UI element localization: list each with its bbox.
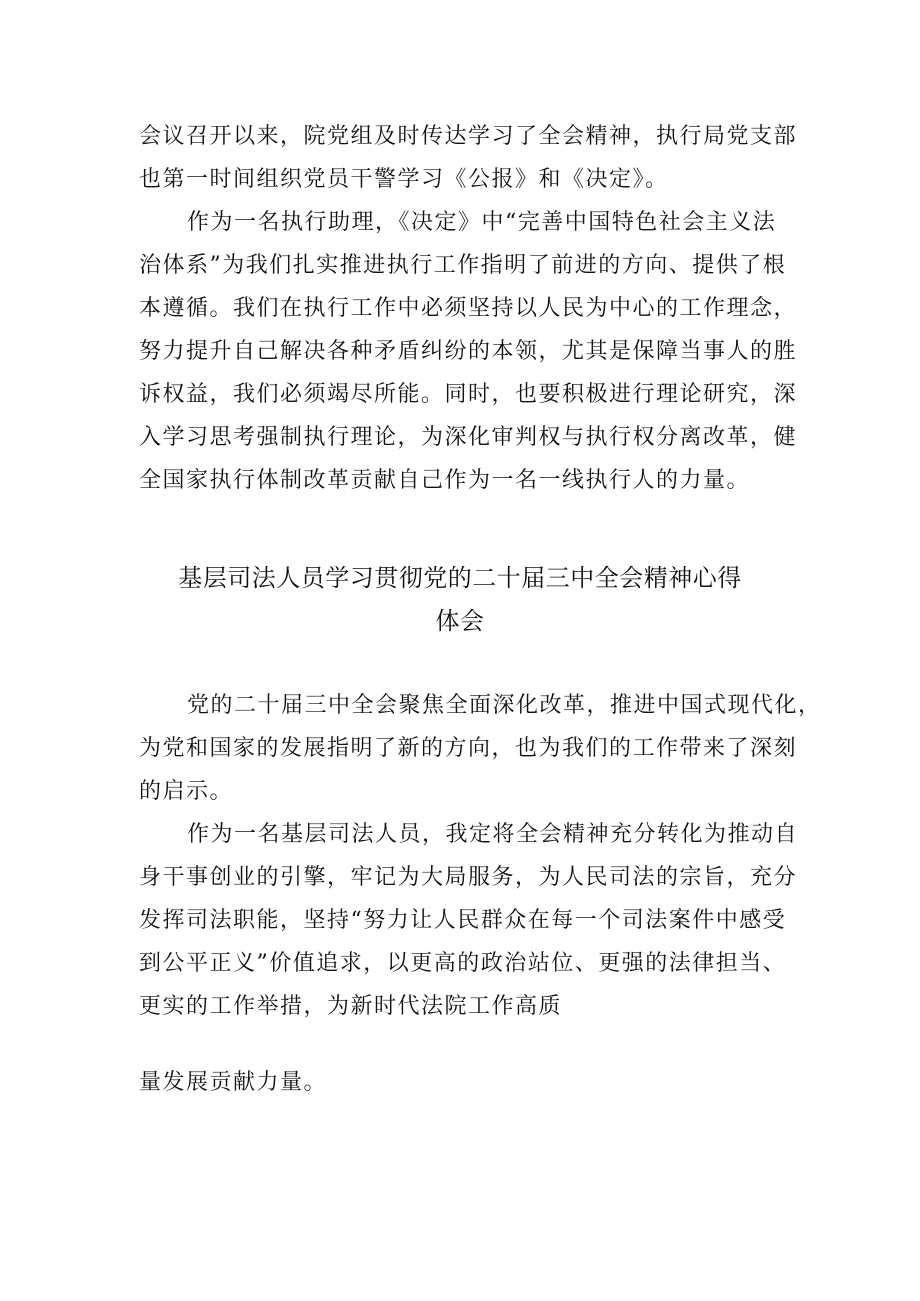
paragraph-line: 身干事创业的引擎，牢记为大局服务，为人民司法的宗旨，充分: [139, 865, 798, 890]
article-title-continued: 体会: [435, 607, 485, 635]
paragraph-line: 诉权益，我们必须竭尽所能。同时，也要积极进行理论研究，深: [139, 382, 798, 407]
paragraph-line: 入学习思考强制执行理论，为深化审判权与执行权分离改革，健: [139, 425, 798, 450]
paragraph-line: 更实的工作举措，为新时代法院工作高质: [139, 994, 563, 1019]
paragraph-line-continuation: 量发展贡献力量。: [139, 1070, 328, 1095]
paragraph-line: 也第一时间组织党员干警学习《公报》和《决定》。: [139, 167, 669, 192]
paragraph-line: 发挥司法职能，坚持“努力让人民群众在每一个司法案件中感受: [139, 908, 787, 933]
paragraph-line: 作为一名基层司法人员，我定将全会精神充分转化为推动自: [187, 822, 799, 847]
paragraph-line: 为党和国家的发展指明了新的方向，也为我们的工作带来了深刻: [139, 736, 798, 761]
paragraph-line: 的启示。: [139, 779, 234, 804]
paragraph-line: 全国家执行体制改革贡献自己作为一名一线执行人的力量。: [139, 468, 751, 493]
paragraph-line: 努力提升自己解决各种矛盾纠纷的本领，尤其是保障当事人的胜: [139, 339, 798, 364]
paragraph-line: 党的二十届三中全会聚焦全面深化改革，推进中国式现代化，: [187, 693, 822, 718]
paragraph-line: 作为一名执行助理，《决定》中“完善中国特色社会主义法: [187, 210, 777, 235]
paragraph-line: 会议召开以来，院党组及时传达学习了全会精神，执行局党支部: [139, 124, 798, 149]
paragraph-line: 到公平正义”价值追求，以更高的政治站位、更强的法律担当、: [139, 951, 787, 976]
article-title: 基层司法人员学习贯彻党的二十届三中全会精神心得: [178, 564, 742, 592]
paragraph-line: 治体系”为我们扎实推进执行工作指明了前进的方向、提供了根: [139, 253, 787, 278]
paragraph-line: 本遵循。我们在执行工作中必须坚持以人民为中心的工作理念，: [139, 296, 798, 321]
